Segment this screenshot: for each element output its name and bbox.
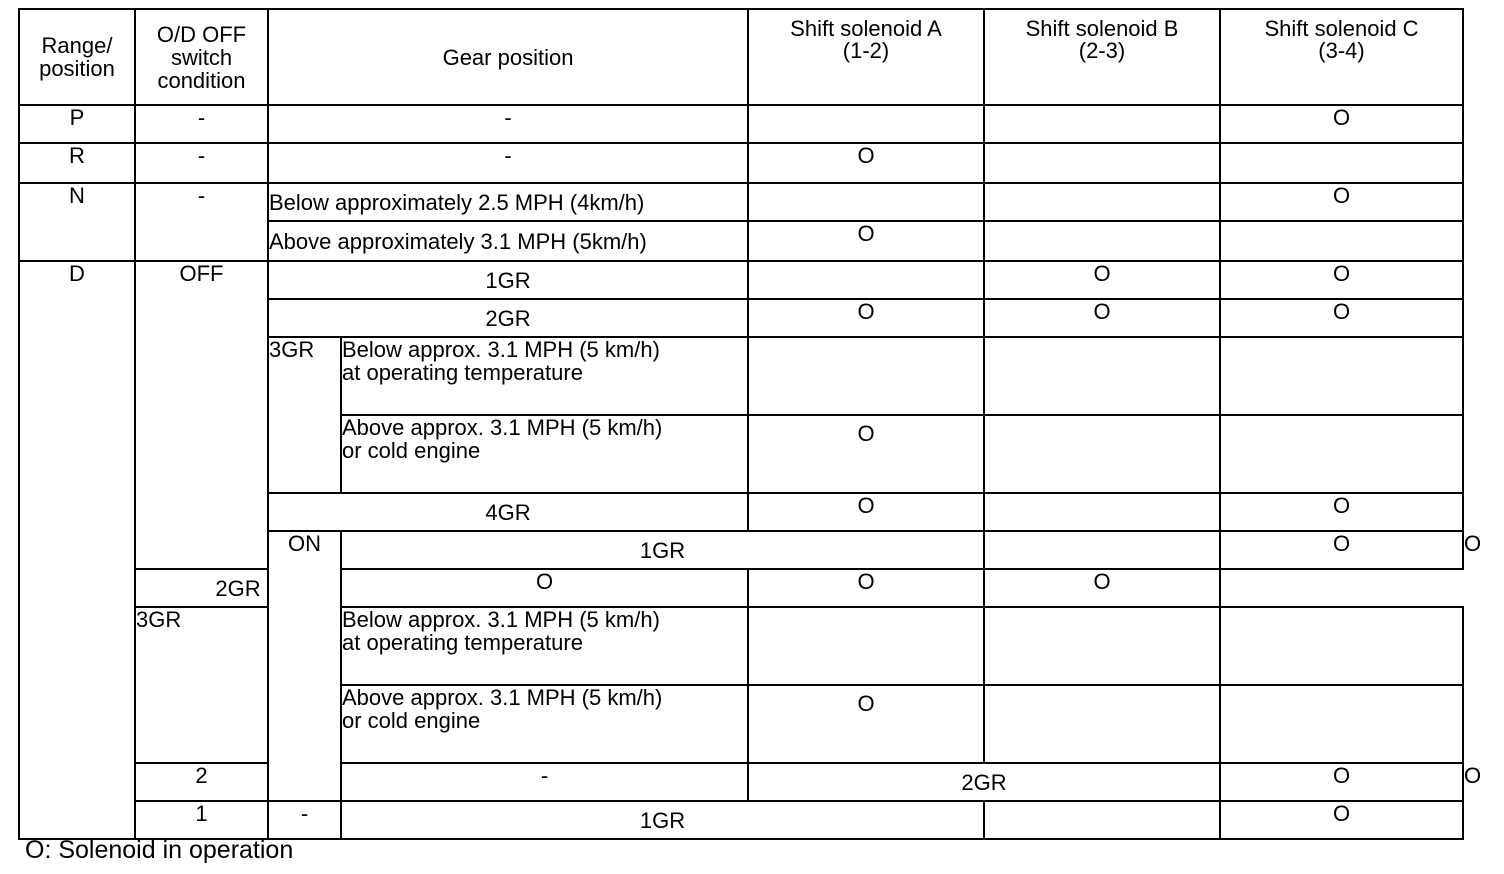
solenoid-a-cell: O	[748, 493, 984, 531]
header-gear-position: Gear position	[268, 9, 748, 105]
solenoid-a-cell	[984, 531, 1220, 569]
solenoid-b-cell	[984, 415, 1220, 493]
solenoid-a-cell: O	[748, 299, 984, 337]
od-cell: OFF	[135, 261, 268, 569]
solenoid-c-cell: O	[1220, 183, 1463, 221]
od-cell: -	[341, 763, 748, 801]
solenoid-c-cell	[1220, 607, 1463, 685]
od-cell: -	[135, 143, 268, 183]
od-cell: ON	[268, 531, 341, 801]
gear-condition-cell: Above approx. 3.1 MPH (5 km/h) or cold engine	[341, 685, 748, 763]
solenoid-a-cell	[748, 105, 984, 143]
solenoid-b-cell	[984, 143, 1220, 183]
solenoid-c-cell	[1220, 337, 1463, 415]
table-row	[19, 143, 1463, 183]
solenoid-b-cell: O	[1220, 531, 1463, 569]
range-cell: R	[19, 143, 135, 183]
table-row	[19, 607, 1463, 685]
table-row	[19, 801, 1463, 839]
gear-condition-cell: Below approx. 3.1 MPH (5 km/h) at operating temperature	[341, 337, 748, 415]
gear-3gr-cell: 3GR	[268, 337, 341, 493]
gear-condition-cell: Above approx. 3.1 MPH (5 km/h) or cold engine	[341, 415, 748, 493]
range-cell: P	[19, 105, 135, 143]
solenoid-b-cell	[984, 493, 1220, 531]
table-row	[19, 569, 1463, 607]
range-cell: D	[19, 261, 135, 839]
od-cell: -	[268, 801, 341, 839]
solenoid-a-cell: O	[341, 569, 748, 607]
table-row	[19, 105, 1463, 143]
gear-cell: 2GR	[135, 569, 341, 607]
header-solenoid-a: Shift solenoid A (1-2)	[748, 9, 984, 105]
solenoid-a-cell: O	[748, 685, 984, 763]
solenoid-c-cell: O	[1220, 261, 1463, 299]
table-row: ON 1GR O O	[19, 531, 1463, 569]
solenoid-a-cell	[748, 261, 984, 299]
solenoid-b-cell	[984, 221, 1220, 261]
solenoid-a-cell	[748, 337, 984, 415]
solenoid-a-cell: O	[748, 415, 984, 493]
solenoid-b-cell	[984, 607, 1220, 685]
solenoid-b-cell: O	[984, 261, 1220, 299]
solenoid-c-cell	[1220, 415, 1463, 493]
solenoid-b-cell: O	[984, 299, 1220, 337]
table-row	[19, 261, 1463, 299]
range-cell: N	[19, 183, 135, 261]
header-range: Range/ position	[19, 9, 135, 105]
gear-cell: Above approximately 3.1 MPH (5km/h)	[268, 221, 748, 261]
solenoid-b-cell	[984, 685, 1220, 763]
solenoid-c-cell: O	[1220, 105, 1463, 143]
od-cell: -	[135, 105, 268, 143]
table-row: 2 - 2GR O O	[19, 763, 1463, 801]
solenoid-b-cell: O	[1220, 801, 1463, 839]
od-cell: -	[135, 183, 268, 261]
solenoid-b-cell	[984, 183, 1220, 221]
solenoid-a-cell	[748, 607, 984, 685]
gear-cell: 2GR	[748, 763, 1220, 801]
gear-cell: 2GR	[268, 299, 748, 337]
gear-3gr-cell: 3GR	[135, 607, 268, 763]
range-cell: 2	[135, 763, 268, 801]
range-cell: 1	[135, 801, 268, 839]
solenoid-a-cell: O	[748, 221, 984, 261]
solenoid-a-cell	[984, 801, 1220, 839]
solenoid-c-cell: O	[1220, 493, 1463, 531]
gear-cell: 4GR	[268, 493, 748, 531]
gear-cell: 1GR	[341, 801, 984, 839]
header-solenoid-c: Shift solenoid C (3-4)	[1220, 9, 1463, 105]
header-solenoid-b: Shift solenoid B (2-3)	[984, 9, 1220, 105]
solenoid-a-cell: O	[748, 143, 984, 183]
legend-footnote: O: Solenoid in operation	[25, 836, 294, 864]
header-od-switch: O/D OFF switch condition	[135, 9, 268, 105]
solenoid-c-cell: O	[984, 569, 1220, 607]
solenoid-b-cell	[984, 337, 1220, 415]
gear-cell: -	[268, 143, 748, 183]
solenoid-a-cell	[748, 183, 984, 221]
gear-cell: Below approximately 2.5 MPH (4km/h)	[268, 183, 748, 221]
solenoid-c-cell	[1220, 143, 1463, 183]
table-row	[19, 183, 1463, 221]
gear-condition-cell: Below approx. 3.1 MPH (5 km/h) at operating temperature	[341, 607, 748, 685]
solenoid-operation-table	[18, 8, 1482, 840]
solenoid-b-cell: O	[748, 569, 984, 607]
solenoid-c-cell	[1220, 221, 1463, 261]
solenoid-c-cell	[1220, 685, 1463, 763]
gear-cell: 1GR	[341, 531, 984, 569]
solenoid-a-cell: O	[1220, 763, 1463, 801]
gear-cell: 1GR	[268, 261, 748, 299]
solenoid-b-cell	[984, 105, 1220, 143]
solenoid-c-cell: O	[1220, 299, 1463, 337]
gear-cell: -	[268, 105, 748, 143]
